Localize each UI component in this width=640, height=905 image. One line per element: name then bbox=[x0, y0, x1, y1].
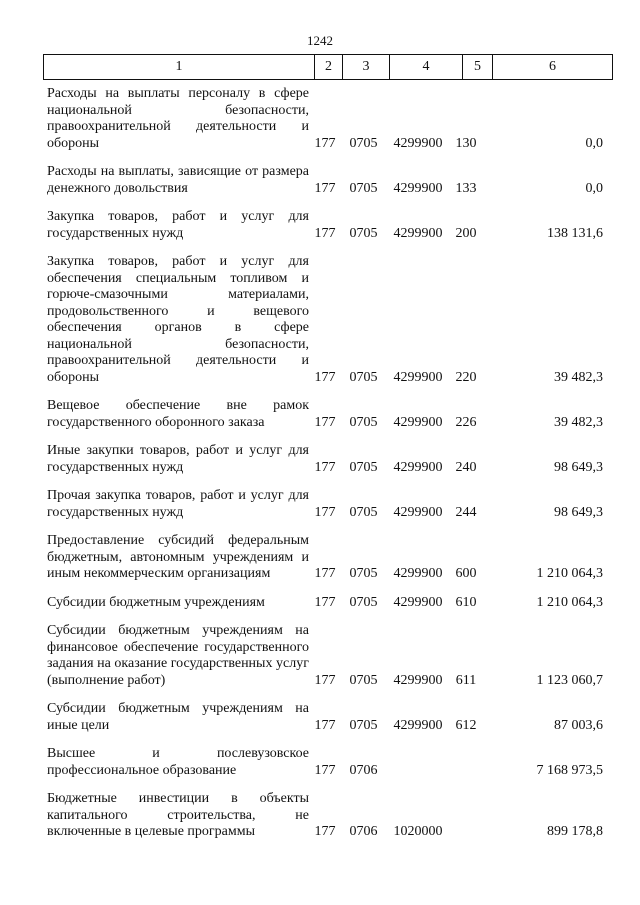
row-code: 177 bbox=[314, 504, 336, 520]
row-expense-type: 220 bbox=[455, 369, 477, 385]
row-code: 177 bbox=[314, 824, 336, 839]
table-row bbox=[47, 254, 603, 386]
row-expense-type: 226 bbox=[455, 414, 477, 430]
row-name: Прочая закупка товаров, работ и услуг для государственных нужд bbox=[47, 488, 309, 520]
row-name: Расходы на выплаты, зависящие от размера денежного довольствия bbox=[47, 164, 309, 196]
row-amount: 39 482,3 bbox=[554, 369, 603, 385]
row-name: Закупка товаров, работ и услуг для государственных нужд bbox=[47, 209, 309, 241]
row-code: 177 bbox=[314, 594, 336, 610]
row-section: 0705 bbox=[349, 672, 378, 688]
row-name: Субсидии бюджетным учреждениям bbox=[47, 594, 265, 610]
row-target-article: 4299900 bbox=[393, 225, 443, 241]
row-target-article: 4299900 bbox=[393, 566, 443, 581]
row-section: 0705 bbox=[349, 225, 378, 241]
row-name: Расходы на выплаты персоналу в сфере национальной безопасности, правоохранительной деятельности и обороны bbox=[47, 86, 309, 151]
row-name: Предоставление субсидий федеральным бюджетным, автономным учреждениям и иным некоммерческим организациям bbox=[47, 533, 309, 581]
row-code: 177 bbox=[314, 762, 336, 778]
table-row bbox=[47, 86, 603, 152]
row-code: 177 bbox=[314, 414, 336, 430]
row-expense-type: 600 bbox=[455, 566, 477, 581]
row-target-article: 4299900 bbox=[393, 504, 443, 520]
row-expense-type: 610 bbox=[455, 594, 477, 610]
row-name: Субсидии бюджетным учреждениям на финансовое обеспечение государственного задания на оказание государственных услуг (выполнение работ) bbox=[47, 623, 309, 688]
row-amount: 39 482,3 bbox=[554, 414, 603, 430]
table-row bbox=[47, 746, 603, 779]
row-section: 0705 bbox=[349, 180, 378, 196]
table-row bbox=[47, 701, 603, 734]
row-name: Иные закупки товаров, работ и услуг для государственных нужд bbox=[47, 443, 309, 475]
row-code: 177 bbox=[314, 135, 336, 151]
row-expense-type: 244 bbox=[455, 504, 477, 520]
column-header-5: 5 bbox=[463, 55, 493, 79]
row-target-article: 4299900 bbox=[393, 135, 443, 151]
row-target-article: 4299900 bbox=[393, 594, 443, 610]
row-amount: 899 178,8 bbox=[547, 824, 603, 839]
row-code: 177 bbox=[314, 180, 336, 196]
column-header-2: 2 bbox=[315, 55, 343, 79]
row-code: 177 bbox=[314, 672, 336, 688]
row-section: 0705 bbox=[349, 369, 378, 385]
row-section: 0705 bbox=[349, 135, 378, 151]
table-row bbox=[47, 623, 603, 689]
table-row bbox=[47, 791, 603, 841]
column-header-6: 6 bbox=[549, 59, 556, 74]
row-target-article: 4299900 bbox=[393, 459, 443, 475]
table-header bbox=[43, 54, 613, 80]
table-body bbox=[47, 86, 603, 853]
row-expense-type: 130 bbox=[455, 135, 477, 151]
row-expense-type: 133 bbox=[455, 180, 477, 196]
table-row bbox=[47, 164, 603, 197]
column-header-3: 3 bbox=[343, 55, 390, 79]
row-code: 177 bbox=[314, 717, 336, 733]
row-section: 0706 bbox=[349, 762, 378, 778]
row-target-article: 4299900 bbox=[393, 414, 443, 430]
row-amount: 0,0 bbox=[585, 135, 603, 151]
row-name: Закупка товаров, работ и услуг для обеспечения специальным топливом и горюче-смазочными материалами, продовольственного и вещевого обеспечения органов в сфере национальной безопасности, правоохранительной деятельности и обороны bbox=[47, 254, 309, 385]
row-amount: 1 210 064,3 bbox=[536, 566, 603, 581]
row-target-article: 4299900 bbox=[393, 180, 443, 196]
table-row bbox=[47, 209, 603, 242]
row-section: 0706 bbox=[349, 824, 378, 839]
row-amount: 0,0 bbox=[585, 180, 603, 196]
row-target-article: 4299900 bbox=[393, 717, 443, 733]
row-target-article: 4299900 bbox=[393, 672, 443, 688]
row-code: 177 bbox=[314, 566, 336, 581]
row-amount: 98 649,3 bbox=[554, 459, 603, 475]
row-expense-type: 200 bbox=[455, 225, 477, 241]
column-header-1: 1 bbox=[44, 55, 315, 79]
row-section: 0705 bbox=[349, 414, 378, 430]
row-code: 177 bbox=[314, 459, 336, 475]
row-amount: 7 168 973,5 bbox=[536, 762, 603, 778]
row-section: 0705 bbox=[349, 504, 378, 520]
row-amount: 1 210 064,3 bbox=[536, 594, 603, 610]
row-target-article: 1020000 bbox=[393, 824, 443, 839]
table-row bbox=[47, 488, 603, 521]
row-amount: 87 003,6 bbox=[554, 717, 603, 733]
row-section: 0705 bbox=[349, 717, 378, 733]
row-section: 0705 bbox=[349, 566, 378, 581]
table-row bbox=[47, 398, 603, 431]
row-name: Вещевое обеспечение вне рамок государственного оборонного заказа bbox=[47, 398, 309, 430]
row-amount: 1 123 060,7 bbox=[536, 672, 603, 688]
row-section: 0705 bbox=[349, 459, 378, 475]
row-expense-type: 612 bbox=[455, 717, 477, 733]
table-row bbox=[47, 595, 603, 612]
column-header-4: 4 bbox=[390, 55, 463, 79]
row-target-article: 4299900 bbox=[393, 369, 443, 385]
row-amount: 138 131,6 bbox=[547, 225, 603, 241]
row-code: 177 bbox=[314, 225, 336, 241]
row-code: 177 bbox=[314, 369, 336, 385]
row-name: Субсидии бюджетным учреждениям на иные цели bbox=[47, 701, 309, 733]
page-number: 1242 bbox=[307, 33, 333, 48]
row-expense-type: 240 bbox=[455, 459, 477, 475]
row-section: 0705 bbox=[349, 594, 378, 610]
row-amount: 98 649,3 bbox=[554, 504, 603, 520]
row-name: Высшее и послевузовское профессиональное образование bbox=[47, 746, 309, 778]
table-row bbox=[47, 533, 603, 583]
table-row bbox=[47, 443, 603, 476]
row-expense-type: 611 bbox=[455, 672, 477, 688]
row-name: Бюджетные инвестиции в объекты капитального строительства, не включенные в целевые программы bbox=[47, 791, 309, 839]
